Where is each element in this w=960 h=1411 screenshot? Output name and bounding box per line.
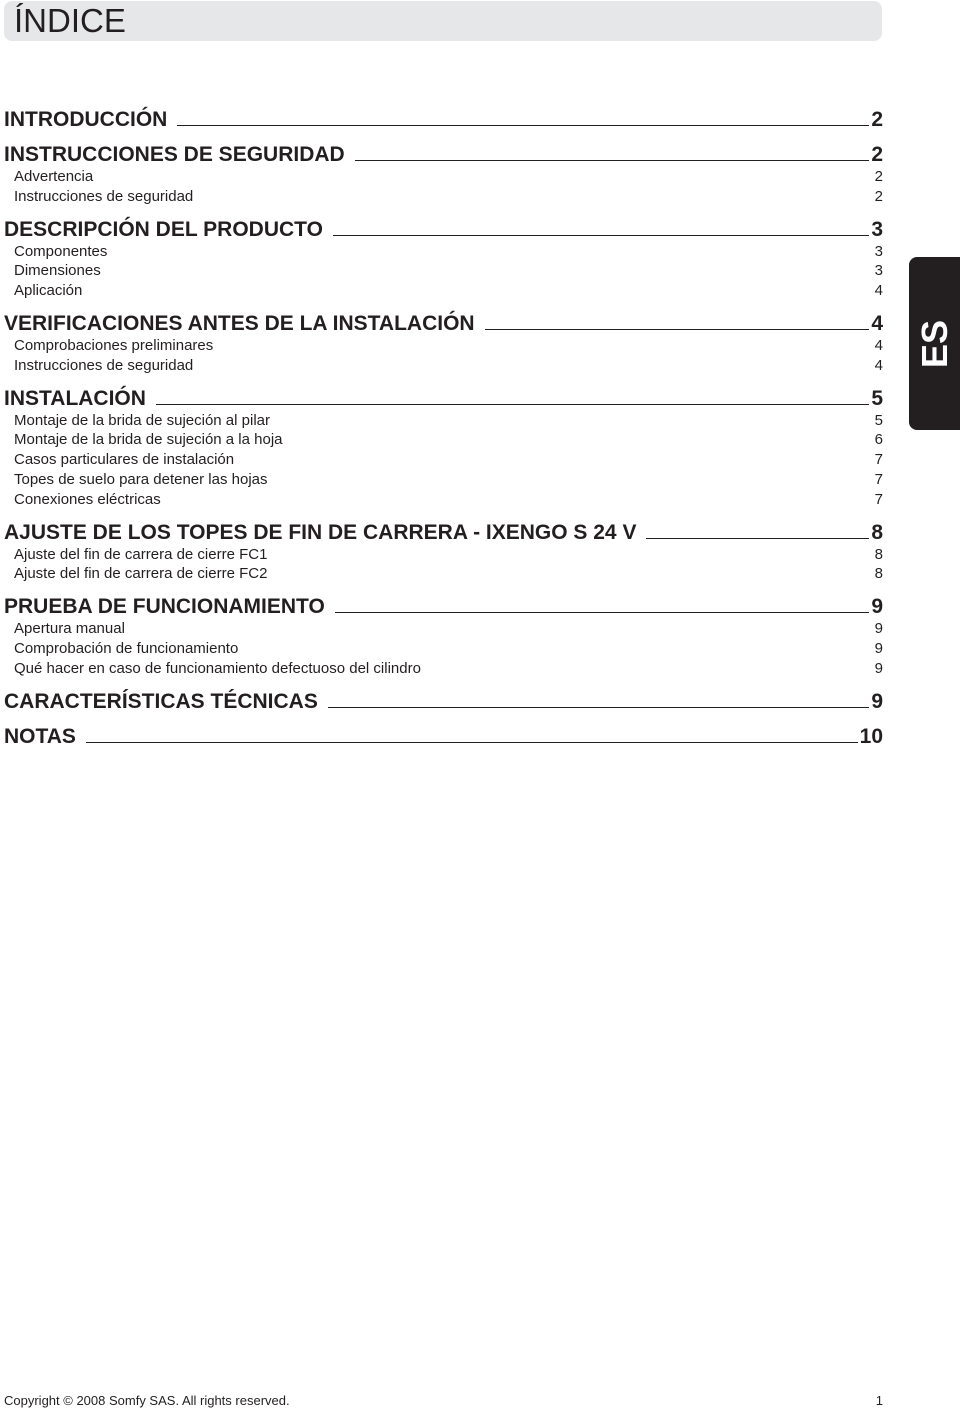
toc-entry-label: Instrucciones de seguridad xyxy=(14,356,194,374)
toc-section-heading[interactable] xyxy=(4,517,883,545)
toc-entry-label: Aplicación xyxy=(14,282,83,300)
toc-entry-page: 2 xyxy=(874,168,883,185)
table-of-contents xyxy=(4,104,883,749)
toc-entry[interactable] xyxy=(4,490,883,510)
toc-leader-line xyxy=(86,742,858,743)
toc-section-title: NOTAS xyxy=(4,724,76,748)
toc-section-title: VERIFICACIONES ANTES DE LA INSTALACIÓN xyxy=(4,311,475,335)
toc-leader-line xyxy=(328,707,869,708)
toc-entry-label: Ajuste del fin de carrera de cierre FC1 xyxy=(14,545,268,563)
toc-section-heading[interactable] xyxy=(4,308,883,336)
toc-entry-label: Ajuste del fin de carrera de cierre FC2 xyxy=(14,565,268,583)
toc-entry-label: Instrucciones de seguridad xyxy=(14,187,194,205)
toc-leader-line xyxy=(177,125,869,126)
toc-section-page: 2 xyxy=(871,108,883,131)
toc-entry[interactable] xyxy=(4,659,883,679)
toc-spacer xyxy=(4,207,883,214)
toc-entry[interactable] xyxy=(4,336,883,356)
toc-section-page: 9 xyxy=(871,595,883,619)
language-tab-label: ES xyxy=(913,319,955,368)
toc-entry-label: Topes de suelo para detener las hojas xyxy=(14,470,268,488)
toc-section xyxy=(4,517,883,585)
toc-section xyxy=(4,104,883,132)
toc-section xyxy=(4,686,883,714)
toc-entry[interactable] xyxy=(4,450,883,470)
toc-entry[interactable] xyxy=(4,187,883,207)
toc-entry-page: 7 xyxy=(874,470,883,488)
toc-entry-page: 8 xyxy=(874,565,883,583)
toc-section-page: 5 xyxy=(871,386,883,410)
toc-entry[interactable] xyxy=(4,470,883,490)
toc-section-page: 2 xyxy=(871,143,883,166)
toc-section-heading[interactable] xyxy=(4,383,883,411)
toc-entry[interactable] xyxy=(4,411,883,431)
toc-section xyxy=(4,214,883,301)
toc-entry-label: Advertencia xyxy=(14,168,94,185)
toc-section-page: 10 xyxy=(859,724,883,748)
toc-entry[interactable] xyxy=(4,242,883,262)
toc-section-title: CARACTERÍSTICAS TÉCNICAS xyxy=(4,689,318,713)
toc-section-title: INSTRUCCIONES DE SEGURIDAD xyxy=(4,143,345,166)
toc-section-title: INSTALACIÓN xyxy=(4,386,146,410)
toc-section-heading[interactable] xyxy=(4,591,883,619)
toc-entry-label: Casos particulares de instalación xyxy=(14,451,235,469)
toc-section-page: 3 xyxy=(871,217,883,241)
toc-entry-label: Apertura manual xyxy=(14,620,125,638)
toc-leader-line xyxy=(335,612,869,613)
toc-spacer xyxy=(4,510,883,517)
toc-spacer xyxy=(4,376,883,383)
toc-entry[interactable] xyxy=(4,281,883,301)
toc-entry-page: 9 xyxy=(874,639,883,657)
toc-entry-page: 4 xyxy=(874,336,883,354)
language-tab xyxy=(909,257,960,430)
toc-entry-page: 5 xyxy=(874,411,883,429)
toc-entry-label: Comprobaciones preliminares xyxy=(14,336,214,354)
page-title: ÍNDICE xyxy=(14,2,126,39)
toc-entry[interactable] xyxy=(4,167,883,187)
toc-section-heading[interactable] xyxy=(4,686,883,714)
toc-leader-line xyxy=(485,329,870,330)
toc-entry-page: 9 xyxy=(874,659,883,677)
toc-section-title: PRUEBA DE FUNCIONAMIENTO xyxy=(4,595,325,619)
toc-spacer xyxy=(4,679,883,686)
toc-section-page: 9 xyxy=(871,689,883,713)
toc-section-page: 4 xyxy=(871,311,883,335)
toc-entry-page: 8 xyxy=(874,545,883,563)
toc-entry-label: Comprobación de funcionamiento xyxy=(14,639,239,657)
toc-leader-line xyxy=(156,404,869,405)
toc-entry-page: 3 xyxy=(874,262,883,280)
toc-entry-label: Montaje de la brida de sujeción al pilar xyxy=(14,411,270,429)
toc-entry-page: 2 xyxy=(874,187,883,205)
toc-entry-label: Montaje de la brida de sujeción a la hoja xyxy=(14,431,283,449)
toc-section xyxy=(4,383,883,510)
toc-entry-page: 4 xyxy=(874,282,883,300)
toc-leader-line xyxy=(646,538,869,539)
toc-entry-page: 9 xyxy=(874,620,883,638)
toc-section-heading[interactable] xyxy=(4,721,883,749)
toc-entry-page: 3 xyxy=(874,242,883,260)
toc-entry-page: 6 xyxy=(874,431,883,449)
toc-section xyxy=(4,308,883,376)
toc-entry-page: 4 xyxy=(874,356,883,374)
toc-spacer xyxy=(4,132,883,139)
toc-spacer xyxy=(4,301,883,308)
toc-spacer xyxy=(4,584,883,591)
toc-entry-label: Componentes xyxy=(14,242,108,260)
toc-section-heading[interactable] xyxy=(4,104,883,132)
toc-leader-line xyxy=(333,235,869,236)
toc-entry[interactable] xyxy=(4,430,883,450)
title-bar xyxy=(4,1,882,41)
toc-entry-page: 7 xyxy=(874,490,883,508)
toc-section xyxy=(4,721,883,749)
toc-entry-label: Dimensiones xyxy=(14,262,101,280)
copyright-notice: Copyright © 2008 Somfy SAS. All rights reserved. xyxy=(4,1393,290,1408)
toc-section-page: 8 xyxy=(871,520,883,544)
toc-leader-line xyxy=(355,160,870,161)
toc-entry-page: 7 xyxy=(874,451,883,469)
toc-entry[interactable] xyxy=(4,261,883,281)
toc-entry[interactable] xyxy=(4,639,883,659)
toc-section-title: INTRODUCCIÓN xyxy=(4,108,168,131)
toc-section xyxy=(4,591,883,678)
toc-entry[interactable] xyxy=(4,564,883,584)
toc-entry-label: Conexiones eléctricas xyxy=(14,490,161,508)
toc-section-heading[interactable] xyxy=(4,214,883,242)
toc-entry[interactable] xyxy=(4,545,883,565)
toc-section-heading[interactable] xyxy=(4,139,883,167)
toc-entry-label: Qué hacer en caso de funcionamiento defectuoso del cilindro xyxy=(14,659,421,677)
toc-entry[interactable] xyxy=(4,619,883,639)
toc-section xyxy=(4,139,883,207)
page-number: 1 xyxy=(875,1393,883,1408)
toc-spacer xyxy=(4,714,883,721)
toc-section-title: DESCRIPCIÓN DEL PRODUCTO xyxy=(4,217,323,241)
toc-section-title: AJUSTE DE LOS TOPES DE FIN DE CARRERA - IXENGO S 24 V xyxy=(4,520,637,544)
toc-entry[interactable] xyxy=(4,356,883,376)
